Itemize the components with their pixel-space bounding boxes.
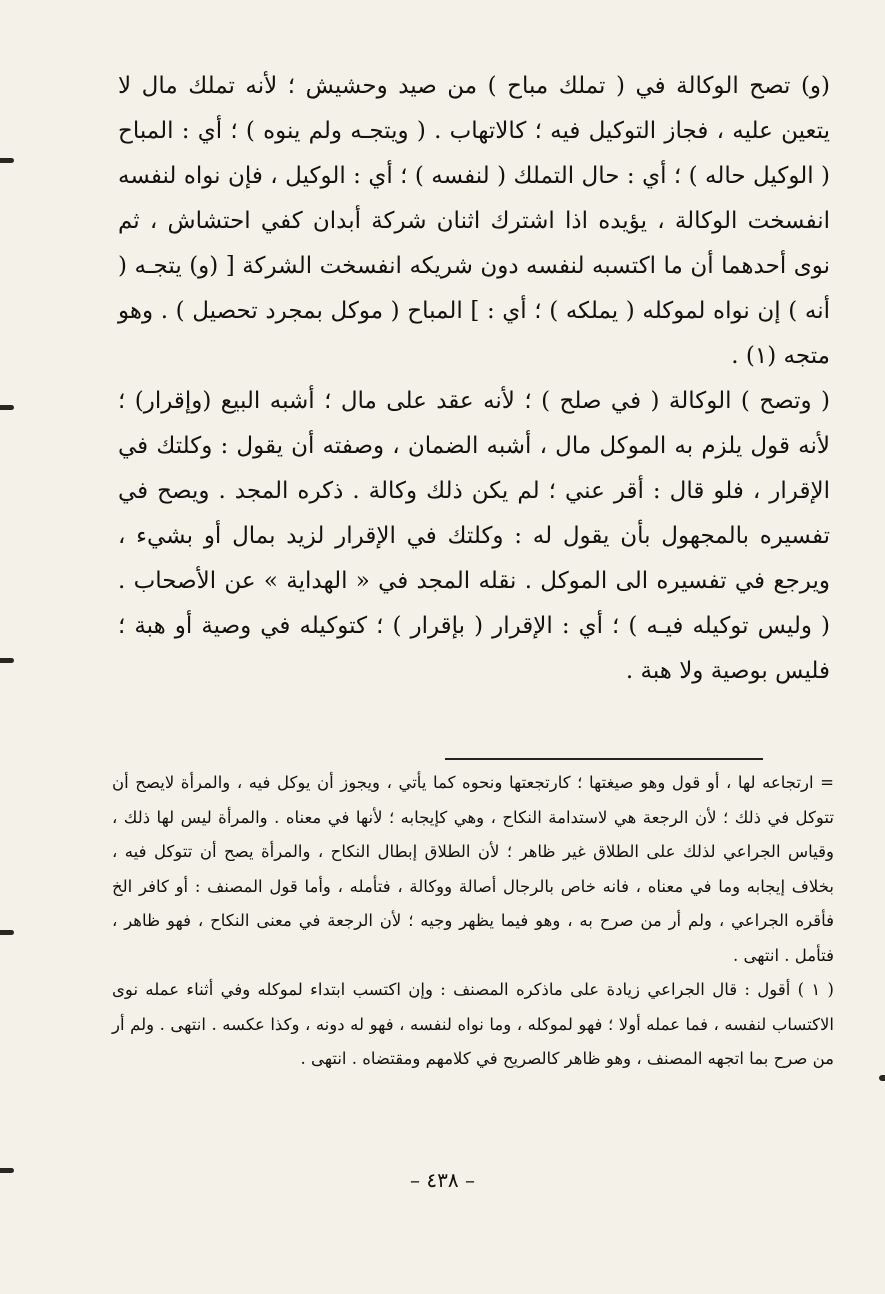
binding-mark [0, 158, 14, 163]
binding-mark [0, 1168, 14, 1173]
main-paragraph: (و) تصح الوكالة في ( تملك مباح ) من صيد وحشيش ؛ لأنه تملك مال لا يتعين عليه ، فجاز التوكيل فيه ؛ كالاتهاب . ( ويتجـه ولم ينوه ) ؛ أي : المباح ( الوكيل حاله ) ؛ أي : حال التملك ( لنفسه ) ؛ أي : الوكيل ، فإن نواه لنفسه انفسخت الوكالة ، يؤيده اذا اشترك اثنان شركة أبدان كفي احتشاش ، ثم نوى أحدهما أن ما اكتسبه لنفسه دون شريكه انفسخت الشركة [ (و) يتجـه ( أنه ) إن نواه لموكله ( يملكه ) ؛ أي : ] المباح ( موكل بمجرد تحصيل ) . وهو متجه (١) . [118, 73, 830, 369]
footnotes [112, 766, 834, 1077]
footnote: = ارتجاعه لها ، أو قول وهو صيغتها ؛ كارتجعتها ونحوه كما يأتي ، ويجوز أن يوكل فيه ، والمرأة لايصح أن تتوكل في ذلك ؛ لأن الرجعة هي لاستدامة النكاح ، وهي كإيجابه ؛ لأنها في معناه . والمرأة ليس لها ذلك ، وقياس الجراعي لذلك على الطلاق غير ظاهر ؛ لأن الطلاق إبطال النكاح ، والمرأة يصح أن تتوكل فيه ، بخلاف إيجابه وما في معناه ، فانه خاص بالرجال أصالة ووكالة ، فتأمله ، وأما قول المصنف : أو كافر الخ فأقره الجراعي ، ولم أر من صرح به ، وهو فيما يظهر وجيه ؛ لأن الرجعة في معنى النكاح ، فهو ظاهر ، فتأمل . انتهى . [112, 773, 834, 965]
binding-mark [879, 1075, 885, 1081]
footnote-separator [445, 758, 763, 760]
binding-mark [0, 930, 14, 935]
binding-mark [0, 658, 14, 663]
main-paragraph: ( وتصح ) الوكالة ( في صلح ) ؛ لأنه عقد على مال ؛ أشبه البيع (وإقرار) ؛ لأنه قول يلزم به الموكل مال ، أشبه الضمان ، وصفته أن يقول : وكلتك في الإقرار ، فلو قال : أقر عني ؛ لم يكن ذلك وكالة . ذكره المجد . ويصح في تفسيره بالمجهول بأن يقول له : وكلتك في الإقرار لزيد بمال أو بشيء ، ويرجع في تفسيره الى الموكل . نقله المجد في « الهداية » عن الأصحاب . ( وليس توكيله فيـه ) ؛ أي : الإقرار ( بإقرار ) ؛ كتوكيله في وصية أو هبة ؛ فليس بوصية ولا هبة . [118, 388, 830, 684]
main-text-body [118, 64, 830, 694]
page-number: – ٤٣٨ – [410, 1168, 475, 1192]
binding-mark [0, 405, 14, 410]
footnote: ( ١ ) أقول : قال الجراعي زيادة على ماذكره المصنف : وإن اكتسب ابتداء لموكله وفي أثناء عمله نوى الاكتساب لنفسه ، فما عمله أولا ؛ فهو لموكله ، وما نواه لنفسه ، فهو له دونه ، وكذا عكسه . انتهى . ولم أر من صرح بما اتجهه المصنف ، وهو ظاهر كالصريح في كلامهم ومقتضاه . انتهى . [112, 980, 834, 1068]
